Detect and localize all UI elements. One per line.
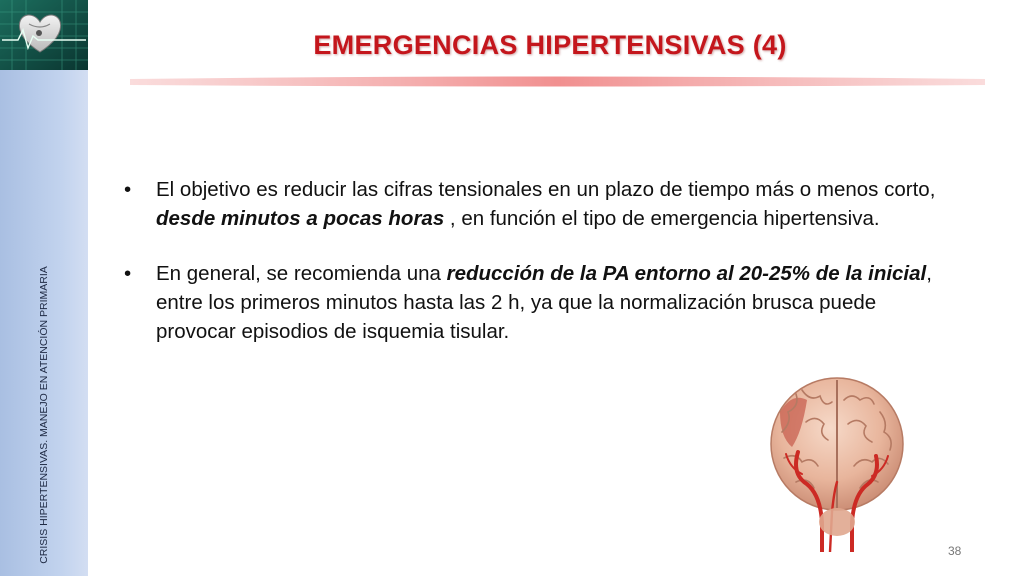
brain-arteries-icon [762,372,912,552]
bullet-marker: • [124,262,132,285]
bullet-emphasis: desde minutos a pocas horas [156,207,445,230]
slide-title: EMERGENCIAS HIPERTENSIVAS (4) [313,30,787,60]
sidebar-vertical-title: CRISIS HIPERTENSIVAS. MANEJO EN ATENCIÓN PRIMARIA [38,266,50,564]
bullet-text: El objetivo es reducir las cifras tensionales en un plazo de tiempo más o menos corto, [156,178,936,201]
bullet-text: En general, se recomienda una [156,262,447,285]
title-underline [130,74,985,88]
page-number: 38 [948,544,962,558]
bullet-emphasis: reducción de la PA entorno al 20-25% de la inicial [446,262,927,285]
bullet-text: , en función el tipo de emergencia hipertensiva. [444,207,880,230]
bullet-list [120,175,950,372]
heart-ecg-icon [0,0,88,70]
bullet-marker: • [124,178,132,201]
sidebar [0,0,88,576]
bullet-text: , entre los primeros minutos hasta las 2 h, ya que la normalización brusca puede provocar episodios de isquemia tisular. [156,262,932,343]
list-item [120,175,950,233]
list-item [120,259,950,346]
